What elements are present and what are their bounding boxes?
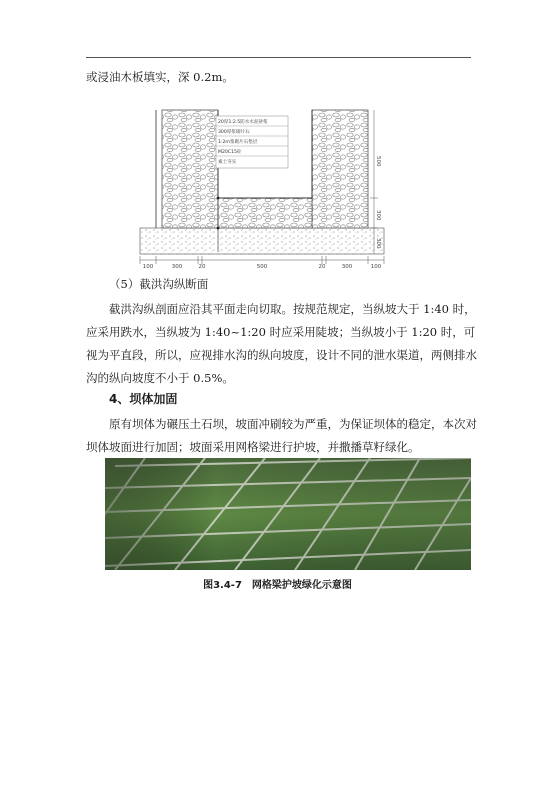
layer-label-5: 素土夯实 [218, 160, 237, 165]
right-dim-1: 500 [375, 156, 381, 167]
ditch-cross-section-diagram [136, 102, 386, 270]
left-wall [162, 110, 218, 228]
bottom-dim-5: 20 [318, 264, 326, 270]
right-dim-2: 300 [375, 210, 381, 221]
grid-beam-slope-photo [105, 458, 471, 570]
bottom-dim-1: 100 [142, 264, 154, 270]
right-wall [312, 110, 368, 228]
section-heading-dam-reinforcement: 4、坝体加固 [109, 392, 178, 406]
bottom-dim-7: 100 [370, 264, 382, 270]
paragraph-dam-reinforcement: 原有坝体为碾压土石坝，坡面冲刷较为严重，为保证坝体的稳定，本次对坝体坡面进行加固；坡面采用网格梁进行护坡，并撒播草籽绿化。 [86, 417, 477, 454]
figure-caption: 图3.4-7 网格梁护坡绿化示意图 [203, 580, 352, 591]
bottom-dim-6: 300 [341, 264, 353, 270]
bottom-dim-3: 20 [198, 264, 206, 270]
layer-label-2: 300厚浆砌片石 [218, 130, 250, 135]
paragraph-continuation: 或浸油木板填实，深 0.2m。 [86, 70, 234, 84]
bottom-dim-2: 300 [171, 264, 183, 270]
paragraph-longitudinal-slope: 截洪沟纵剖面应沿其平面走向切取。按规范规定，当纵坡大于 1:40 时，应采用跌水，当纵坡为 1:40~1:20 时应采用陡坡；当纵坡小于 1:20 时，可视为平直段，所以，应视排水沟的纵向坡度，设计不同的泄水渠道，两侧排水沟的纵向坡度不小于 0.5%。 [86, 302, 477, 385]
subheading-longitudinal-section: （5）截洪沟纵断面 [109, 277, 209, 291]
header-rule [86, 57, 471, 58]
foundation-layer [140, 228, 384, 254]
layer-label-1: 20厚1:2.5防水水泥砂浆 [218, 120, 268, 125]
right-dim-3: 300 [375, 238, 381, 249]
layer-label-4: M20C15砼 [218, 150, 242, 155]
layer-label-3: 1:2m浆砌片石垫层 [218, 140, 258, 145]
channel-bottom [218, 198, 312, 228]
bottom-dim-4: 500 [256, 264, 268, 270]
